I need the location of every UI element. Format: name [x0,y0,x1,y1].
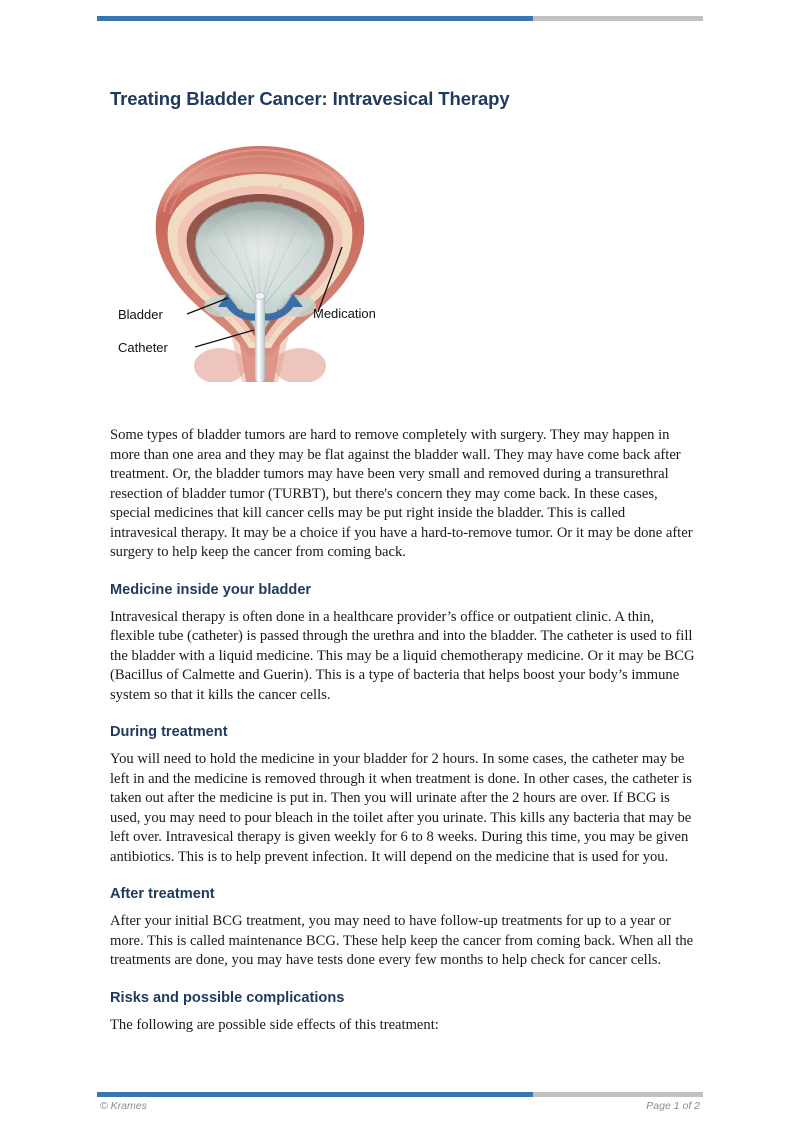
figure-label-catheter: Catheter [118,340,168,355]
footer-rule-blue [97,1092,533,1097]
section-paragraph-risks-and-possible-complications: The following are possible side effects of this treatment: [110,1016,439,1033]
header-rule-blue [97,16,533,21]
section-heading-medicine-inside-your-bladder: Medicine inside your bladder [110,581,312,598]
intro-paragraph: Some types of bladder tumors are hard to remove completely with surgery. They may happen in more than one area and they may be flat against the bladder wall. They may have come back after treatment. Or, the bladder tumors may have been very small and removed during a transurethral resection of bladder tumor (TURBT), but there's concern they may come back. In these cases, special medicines that kill cancer cells may be put right inside the bladder. This is called intravesical therapy. It may be a choice if you have a hard-to-remove tumor. Or it may be done after surgery to help keep the cancer from coming back. [110,427,693,560]
document-content [110,88,695,1035]
section-heading-during-treatment: During treatment [110,724,228,740]
footer-copyright: © Krames [100,1100,147,1112]
section-paragraph-during-treatment: You will need to hold the medicine in your bladder for 2 hours. In some cases, the catheter may be left in and the medicine is removed through it when treatment is done. In other cases, the catheter is taken out after the medicine is put in. Then you will urinate after the 2 hours are over. If BCG is used, you may need to pour bleach in the toilet after you urinate. This kills any bacteria that may be left over. Intravesical therapy is given weekly for 6 to 8 weeks. During this time, you may be given antibiotics. This is to help prevent infection. It will depend on the medicine that is used for you. [110,751,692,865]
footer-rule [97,1092,703,1097]
section-paragraph-medicine-inside-your-bladder: Intravesical therapy is often done in a healthcare provider’s office or outpatient clinic. A thin, flexible tube (catheter) is passed through the urethra and into the bladder. The catheter is used to fill the bladder with a liquid medicine. This may be a liquid chemotherapy medicine. Or it may be BCG (Bacillus of Calmette and Guerin). This is a type of bacteria that helps boost your body’s immune system so that it kills the cancer cells. [110,608,695,703]
header-rule [97,16,703,21]
section-paragraph-after-treatment: After your initial BCG treatment, you may need to have follow-up treatments for up to a year or more. This is called maintenance BCG. These help keep the cancer from coming back. When all the treatments are done, you may have tests done every few months to help check for cancer cells. [110,913,694,968]
page-title: Treating Bladder Cancer: Intravesical Therapy [110,88,510,109]
footer-page-number: Page 1 of 2 [646,1100,700,1112]
header-rule-gray [533,16,703,21]
footer-rule-gray [533,1092,703,1097]
figure-label-bladder: Bladder [118,307,163,322]
section-heading-after-treatment: After treatment [110,886,215,902]
bladder-illustration [110,134,410,382]
figure-label-medication: Medication [313,306,376,321]
section-heading-risks-and-possible-complications: Risks and possible complications [110,989,345,1006]
footer [100,1100,700,1112]
